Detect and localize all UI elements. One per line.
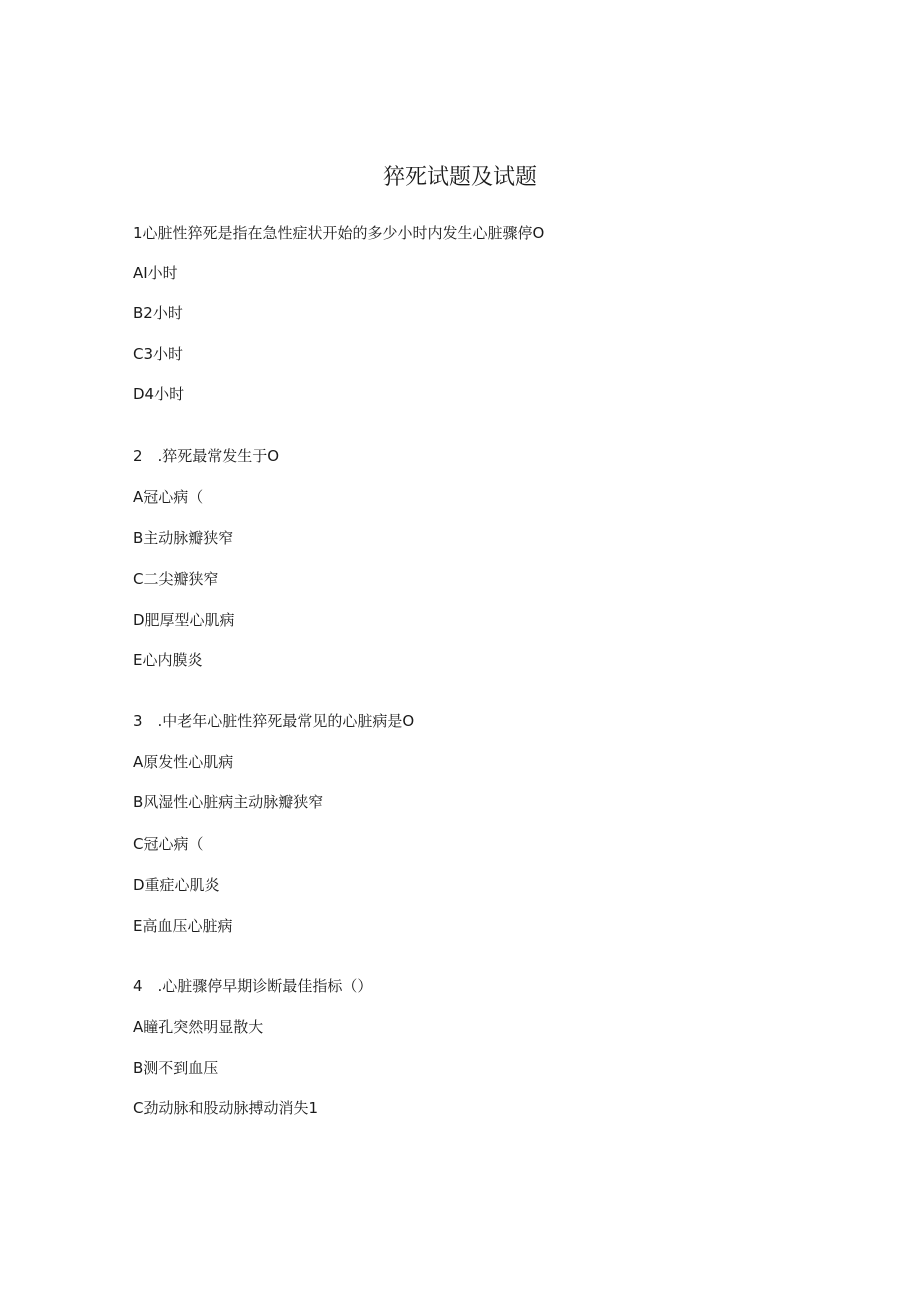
question-2-option-c: C二尖瓣狭窄 xyxy=(133,570,219,588)
question-4-stem: 4 .心脏骤停早期诊断最佳指标（） xyxy=(133,977,373,995)
question-3-stem: 3 .中老年心脏性猝死最常见的心脏病是O xyxy=(133,712,415,730)
question-1-option-b: B2小时 xyxy=(133,304,183,322)
question-2-option-e: E心内膜炎 xyxy=(133,651,203,669)
question-1-option-c: C3小时 xyxy=(133,345,184,363)
question-3-option-a: A原发性心肌病 xyxy=(133,753,234,771)
question-2-option-b: B主动脉瓣狭窄 xyxy=(133,529,234,547)
question-4-option-c: C劲动脉和股动脉搏动消失1 xyxy=(133,1099,319,1117)
question-2-stem: 2 .猝死最常发生于O xyxy=(133,447,280,465)
question-2-option-d: D肥厚型心肌病 xyxy=(133,611,235,629)
question-1-option-a: AI小时 xyxy=(133,264,178,282)
question-4-option-b: B测不到血压 xyxy=(133,1059,219,1077)
question-2-option-a: A冠心病（ xyxy=(133,488,204,506)
question-3-option-c: C冠心病（ xyxy=(133,835,204,853)
question-3-option-b: B风湿性心脏病主动脉瓣狭窄 xyxy=(133,793,324,811)
question-3-option-d: D重症心肌炎 xyxy=(133,876,220,894)
question-1-option-d: D4小时 xyxy=(133,385,185,403)
question-3-option-e: E高血压心脏病 xyxy=(133,917,233,935)
question-4-option-a: A瞳孔突然明显散大 xyxy=(133,1018,264,1036)
page-title: 猝死试题及试题 xyxy=(382,165,537,190)
question-1-stem: 1心脏性猝死是指在急性症状开始的多少小时内发生心脏骤停O xyxy=(133,224,545,242)
